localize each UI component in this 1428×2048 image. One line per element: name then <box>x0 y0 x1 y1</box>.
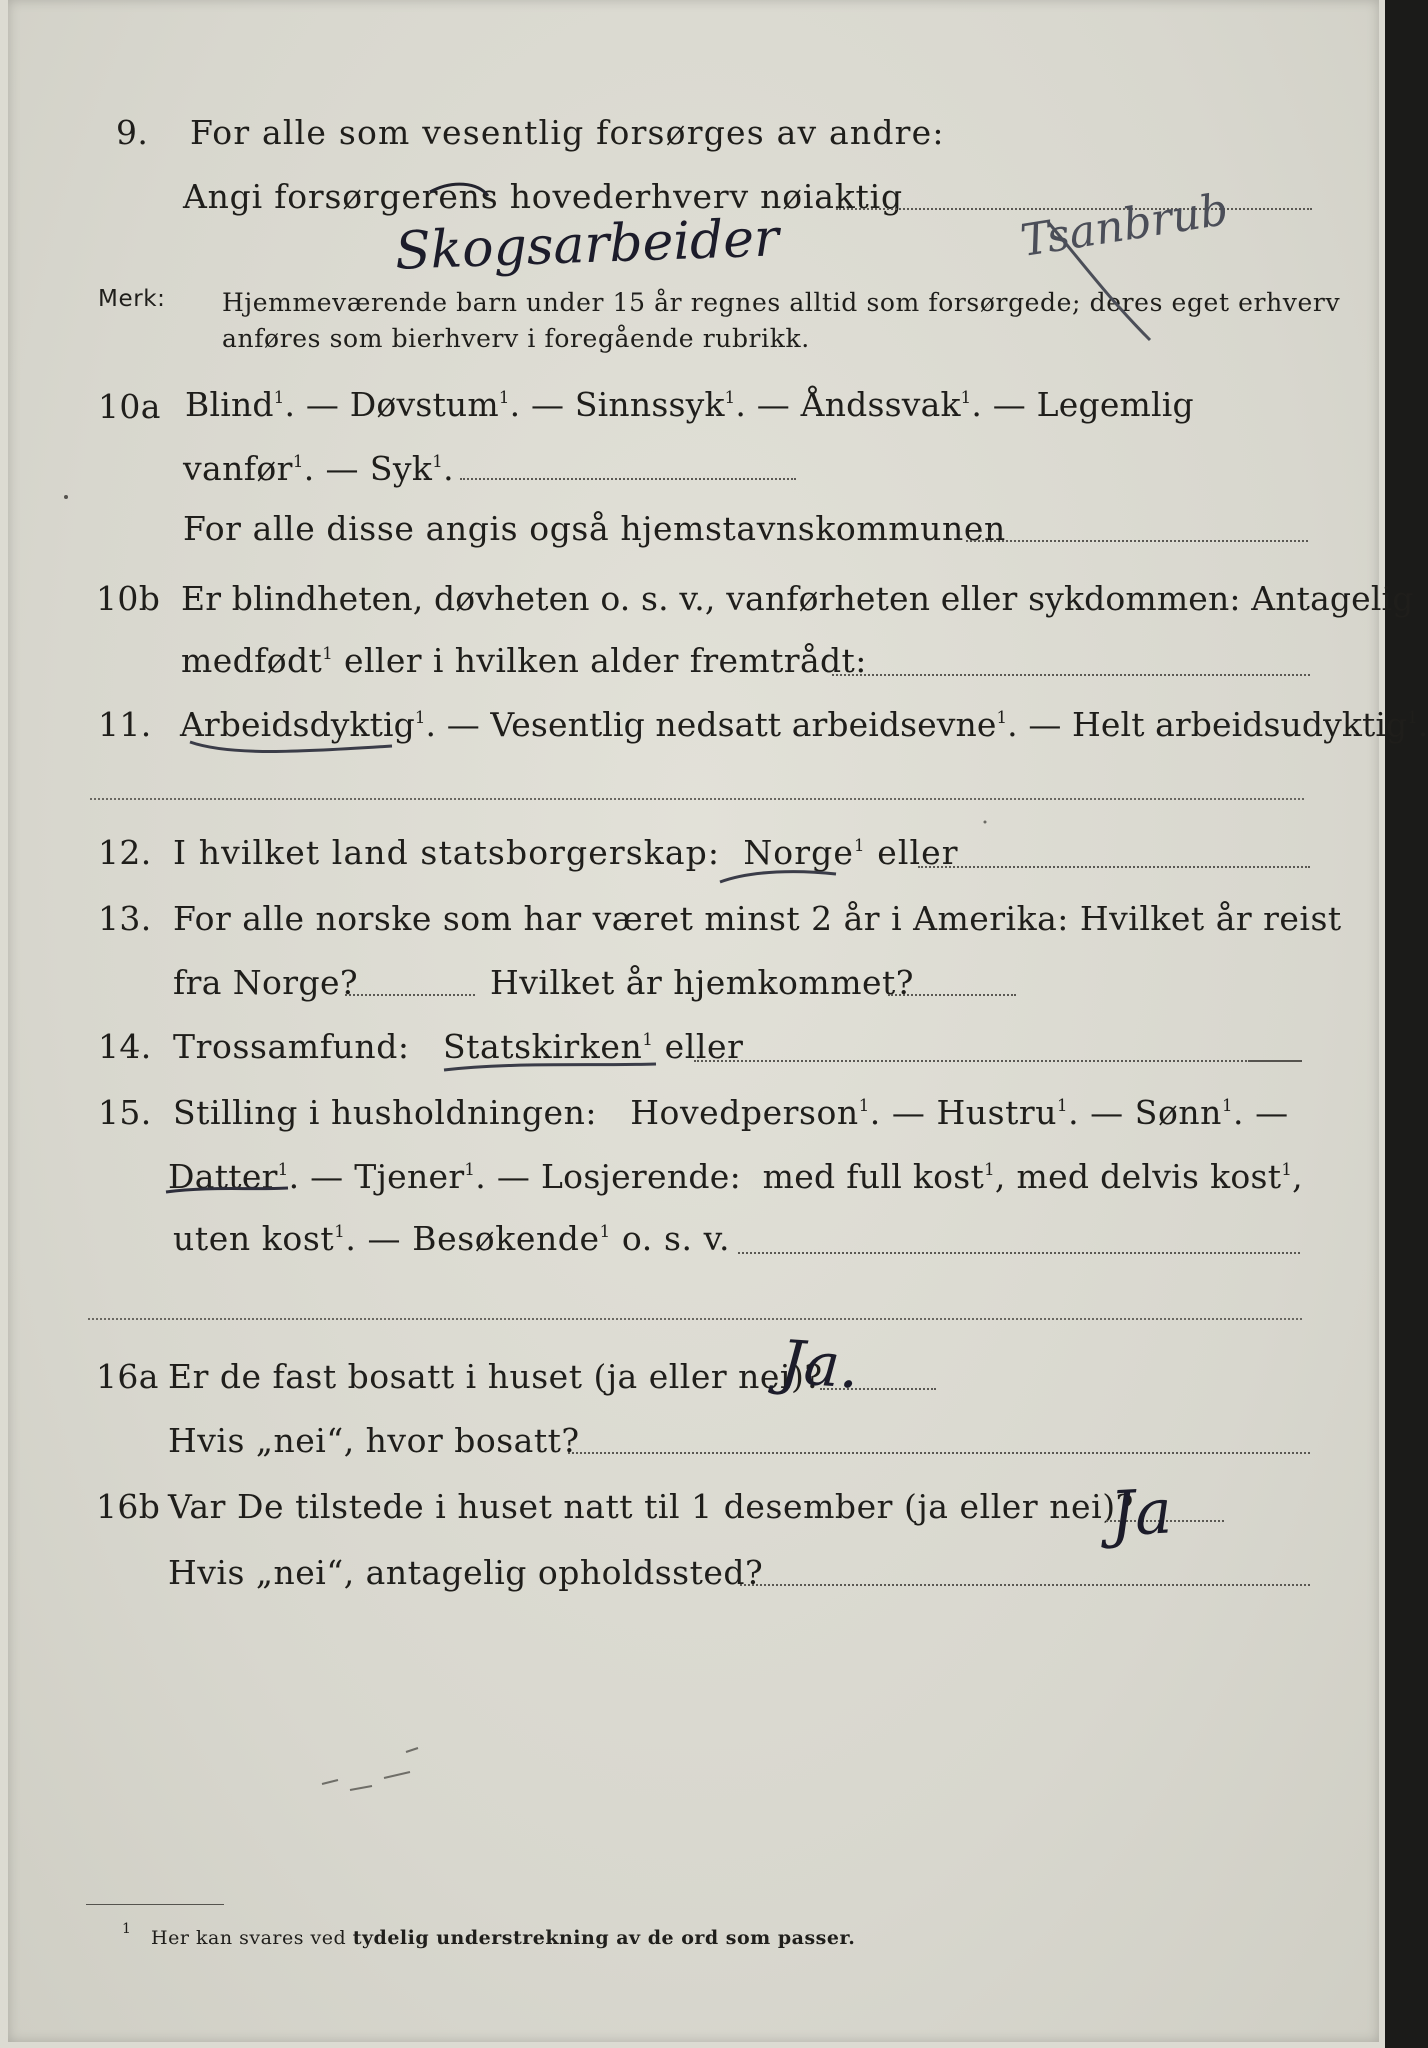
option-arbeidsdyktig: Arbeidsdyktig <box>180 705 415 744</box>
q9-number: 9. <box>116 113 149 152</box>
footnote-emphasis: tydelig understrekning av de ord som passer. <box>352 1927 856 1950</box>
q15-number: 15. <box>98 1093 152 1132</box>
q9-handwritten-extra: Tsanbrub <box>1017 183 1232 268</box>
q13-number: 13. <box>98 899 152 938</box>
q10a-line1: Blind$^1$. — Døvstum$^1$. — Sinnssyk$^1$. — Åndssvak$^1$. — Legemlig <box>185 385 1194 424</box>
q10b-number: 10b <box>96 579 161 618</box>
q13-line2b: Hvilket år hjemkommet? <box>490 963 914 1002</box>
q10a-number: 10a <box>98 387 161 426</box>
option-sonn: Sønn <box>1134 1093 1222 1132</box>
section-divider-1 <box>90 798 1304 800</box>
q16a-handwritten-answer: Ja. <box>777 1327 862 1403</box>
q10b-answer-line <box>832 674 1310 676</box>
q10b-line2: medfødt$^1$ eller i hvilken alder fremtrådt: <box>181 641 867 680</box>
q16b-line1: Var De tilstede i huset natt til 1 desember (ja eller nei)? <box>168 1487 1134 1526</box>
q16a-bosatt-line <box>568 1452 1310 1454</box>
q10a-line3: For alle disse angis også hjemstavnskommunen <box>183 509 1006 548</box>
q9-handwritten-answer: Skogsarbeider <box>394 208 780 282</box>
q14-number: 14. <box>98 1027 152 1066</box>
option-tjener: Tjener <box>354 1157 465 1196</box>
footnote-mark: 1 <box>122 1921 132 1937</box>
option-nedsatt: Vesentlig nedsatt arbeidsevne <box>490 705 997 744</box>
q12-answer-line <box>918 866 1310 868</box>
q15-line3: uten kost$^1$. — Besøkende$^1$ o. s. v. <box>173 1219 731 1258</box>
q13-line1: For alle norske som har været minst 2 år i Amerika: Hvilket år reist <box>173 899 1342 938</box>
option-full-kost: med full kost <box>762 1157 985 1196</box>
option-sinnssyk: Sinnssyk <box>574 385 725 424</box>
option-hovedperson: Hovedperson <box>630 1093 859 1132</box>
option-dovstum: Døvstum <box>349 385 499 424</box>
q13-reist-line <box>345 994 475 996</box>
q9-line2: Angi forsørgerens hovederhverv nøiaktig <box>183 177 903 216</box>
option-norge: Norge <box>743 833 854 872</box>
q14-line: Trossamfund: Statskirken$^1$ eller <box>173 1027 744 1066</box>
merk-line1: Hjemmeværende barn under 15 år regnes alltid som forsørgede; deres eget erhverv <box>222 288 1341 317</box>
q16b-line2: Hvis „nei“, antagelig opholdssted? <box>168 1553 764 1592</box>
q16b-handwritten-answer: Ja <box>1108 1474 1174 1551</box>
option-syk: Syk <box>369 449 433 488</box>
q11-line: Arbeidsdyktig$^1$. — Vesentlig nedsatt arbeidsevne$^1$. — Helt arbeidsudyktig$^1$. <box>180 705 1428 744</box>
option-blind: Blind <box>185 385 274 424</box>
option-besokende: Besøkende <box>412 1219 600 1258</box>
q15-line1: Stilling i husholdningen: Hovedperson$^1$. — Hustru$^1$. — Sønn$^1$. — <box>173 1093 1289 1132</box>
option-uten-kost: uten kost <box>173 1219 335 1258</box>
q11-number: 11. <box>98 705 152 744</box>
q16a-line2: Hvis „nei“, hvor bosatt? <box>168 1421 580 1460</box>
section-divider-2 <box>88 1318 1302 1320</box>
q10a-line2: vanfør$^1$. — Syk$^1$. <box>183 449 455 488</box>
option-legemlig: Legemlig <box>1036 385 1194 424</box>
option-statskirken: Statskirken <box>442 1027 643 1066</box>
q12-line: I hvilket land statsborgerskap: Norge$^1$ eller <box>173 833 959 872</box>
q13-line2a: fra Norge? <box>173 963 359 1002</box>
q15-answer-line <box>738 1252 1300 1254</box>
q14-answer-line-end <box>1250 1060 1302 1062</box>
option-vanfor: vanfør <box>183 449 293 488</box>
footnote: $^1$ Her kan svares ved tydelig understrekning av de ord som passer. <box>122 1921 856 1950</box>
option-andssvak: Åndssvak <box>800 385 961 424</box>
option-delvis-kost: med delvis kost <box>1016 1157 1282 1196</box>
q16a-line1: Er de fast bosatt i huset (ja eller nei)? <box>168 1357 823 1396</box>
footnote-rule <box>86 1904 224 1905</box>
q14-answer-line <box>694 1060 1250 1062</box>
q10b-line1: Er blindheten, døvheten o. s. v., vanførheten eller sykdommen: Antagelig <box>181 579 1414 618</box>
merk-line2: anføres som bierhverv i foregående rubrikk. <box>222 324 810 353</box>
option-datter: Datter <box>168 1157 278 1196</box>
q16a-number: 16a <box>96 1357 159 1396</box>
q13-hjem-line <box>888 994 1016 996</box>
q16b-number: 16b <box>96 1487 161 1526</box>
q10a-syk-line <box>460 478 796 480</box>
q12-number: 12. <box>98 833 152 872</box>
q15-line2: Datter$^1$. — Tjener$^1$. — Losjerende: med full kost$^1$, med delvis kost$^1$, <box>168 1157 1303 1196</box>
q9-line1: For alle som vesentlig forsørges av andre: <box>190 113 945 152</box>
q16b-opholdssted-line <box>740 1584 1310 1586</box>
option-udyktig: Helt arbeidsudyktig <box>1072 705 1408 744</box>
option-hustru: Hustru <box>936 1093 1058 1132</box>
merk-label: Merk: <box>98 286 166 312</box>
q10a-kommune-line <box>966 540 1308 542</box>
option-medfodt: medfødt <box>181 641 323 680</box>
